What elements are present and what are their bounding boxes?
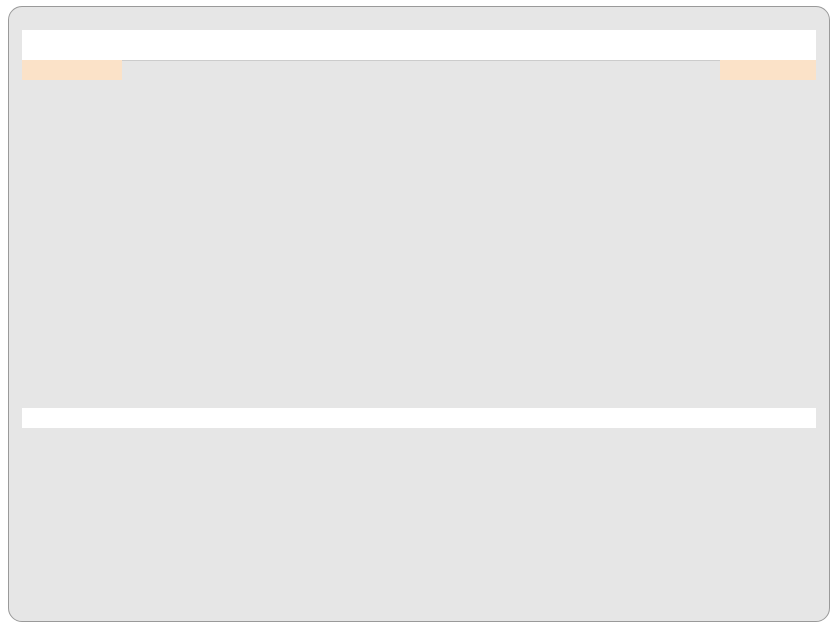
table-gap [22,408,816,428]
page-title [22,30,816,60]
slide-frame [8,6,830,622]
title-bar [22,30,816,61]
unit-label [720,60,816,80]
section-header [22,60,816,80]
section-label [22,60,122,80]
